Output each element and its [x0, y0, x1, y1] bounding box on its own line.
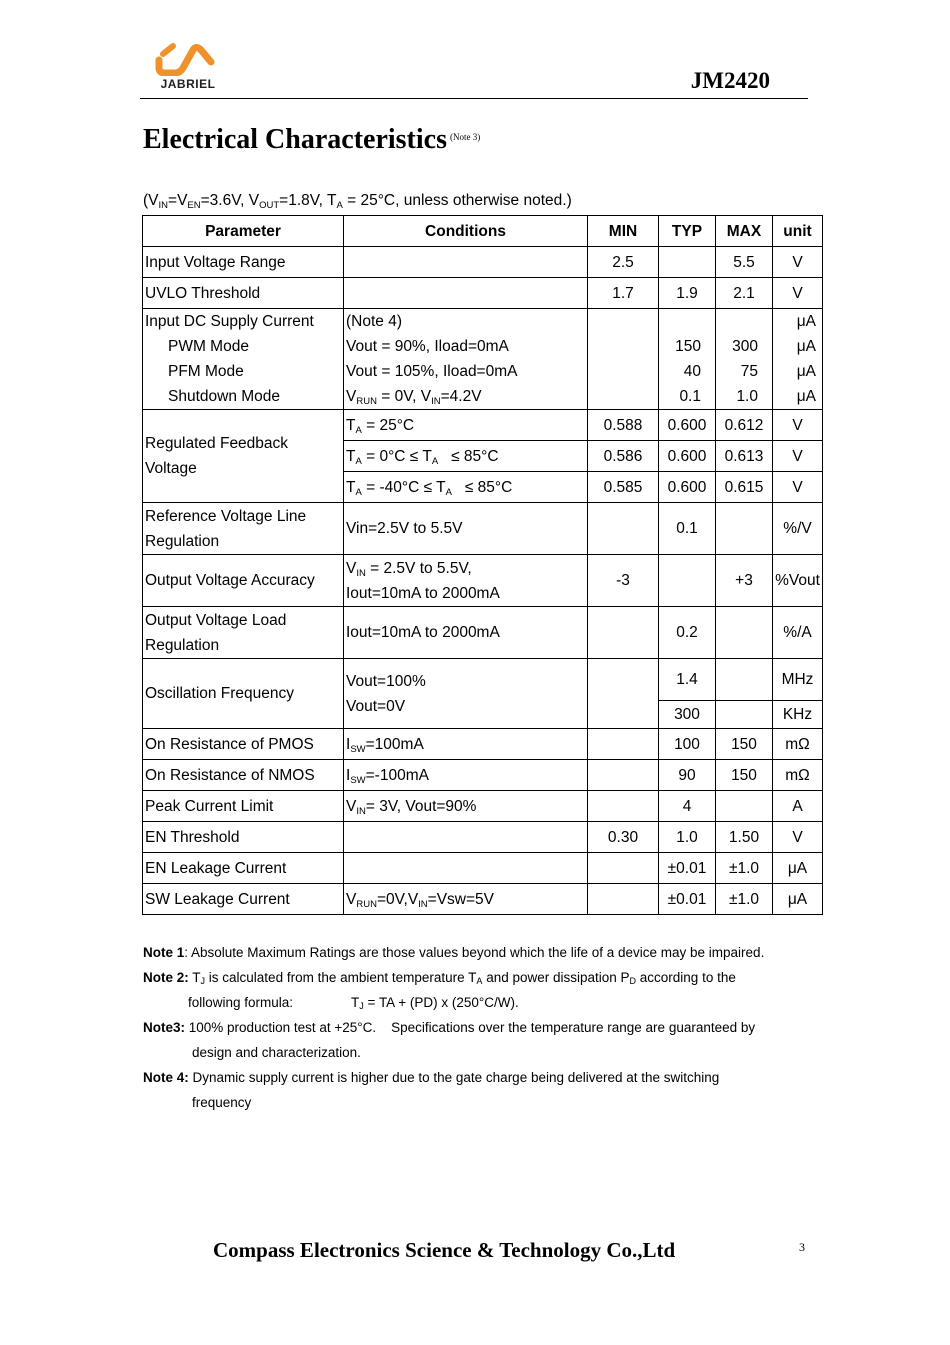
- table-row: Peak Current Limit $V_{IN}= 3V$, Vout=90% 4 A: [143, 791, 823, 822]
- table-row: 300 KHz: [143, 701, 823, 729]
- table-row: UVLO Threshold 1.7 1.9 2.1 V: [143, 278, 823, 309]
- model-number: JM2420: [690, 68, 770, 93]
- note-3: Note3: 100% production test at +25°C. Specifications over the temperature range are guaranteed by: [143, 1020, 756, 1035]
- header-divider: [140, 98, 808, 99]
- electrical-characteristics-table: [142, 215, 823, 915]
- table-row: Input Voltage Range 2.5 5.5 V: [143, 247, 823, 278]
- table-row: SW Leakage Current $V_{RUN}=0V,V_{IN}=Vsw=5V$ ±0.01 ±1.0 μA: [143, 884, 823, 915]
- notes-section: [143, 940, 823, 1115]
- logo-text: JABRIEL: [160, 77, 216, 91]
- note-2-formula: following formula: $T_J$ = TA + (PD) x (250°C/W).: [188, 995, 519, 1011]
- note-4-continued: frequency: [192, 1095, 252, 1110]
- table-row: Output Voltage Accuracy $V_{IN} = 2.5V$ to 5.5V, Iout=10mA to 2000mA -3 +3 %Vout: [143, 555, 823, 607]
- table-row: On Resistance of NMOS $I_{SW}=-100mA$ 90 150 mΩ: [143, 760, 823, 791]
- company-logo: [153, 40, 225, 95]
- page-title: [143, 124, 480, 156]
- table-header-row: [143, 216, 823, 247]
- footer-company: Compass Electronics Science & Technology Co.,Ltd: [213, 1238, 676, 1262]
- table-row: EN Threshold 0.30 1.0 1.50 V: [143, 822, 823, 853]
- test-conditions: ($V_{IN}=V_{EN}=3.6V$, $V_{OUT}=1.8V$, $T_A = 25^\circ C$, unless otherwise noted.): [143, 192, 572, 211]
- header-unit: unit: [773, 216, 823, 247]
- header-conditions: Conditions: [344, 216, 588, 247]
- table-row: Regulated Feedback Voltage $T_A = 25^\circ C$ 0.588 0.600 0.612 V: [143, 410, 823, 441]
- header-typ: TYP: [659, 216, 716, 247]
- logo-mark-icon: [153, 40, 223, 76]
- table-row: EN Leakage Current ±0.01 ±1.0 μA: [143, 853, 823, 884]
- table-row: Input DC Supply Current PWM Mode PFM Mode Shutdown Mode (Note 4) Vout = 90%, Iload=0mA Vout = 105%, Iload=0mA $V_{RUN} = 0V$, $V_{IN}=4.2V$ 150 40 0.1 300 75 1.0 μA μA μA μA: [143, 309, 823, 410]
- header-min: MIN: [588, 216, 659, 247]
- table-row: $T_A = -40^\circ C \le T_A \le 85^\circ C$ 0.585 0.600 0.615 V: [143, 472, 823, 503]
- note-1: Note 1: Absolute Maximum Ratings are those values beyond which the life of a device may be impaired.: [143, 945, 765, 960]
- table-row: Output Voltage Load Regulation Iout=10mA to 2000mA 0.2 %/A: [143, 607, 823, 659]
- header-max: MAX: [716, 216, 773, 247]
- note-4: Note 4: Dynamic supply current is higher due to the gate charge being delivered at the switching: [143, 1070, 720, 1085]
- table-row: On Resistance of PMOS $I_{SW}=100mA$ 100 150 mΩ: [143, 729, 823, 760]
- header-parameter: Parameter: [143, 216, 344, 247]
- note-2: Note 2: $T_J$ is calculated from the ambient temperature $T_A$ and power dissipation $P_D$ according to the: [143, 970, 736, 986]
- note-3-continued: design and characterization.: [192, 1045, 361, 1060]
- title-note: (Note 3): [449, 132, 481, 142]
- table-row: Oscillation Frequency Vout=100% Vout=0V 1.4 MHz: [143, 659, 823, 701]
- page-number: 3: [799, 1240, 805, 1254]
- title-text: Electrical Characteristics: [143, 124, 447, 155]
- table-row: $T_A = 0^\circ C \le T_A \le 85^\circ C$ 0.586 0.600 0.613 V: [143, 441, 823, 472]
- table-row: Reference Voltage Line Regulation Vin=2.5V to 5.5V 0.1 %/V: [143, 503, 823, 555]
